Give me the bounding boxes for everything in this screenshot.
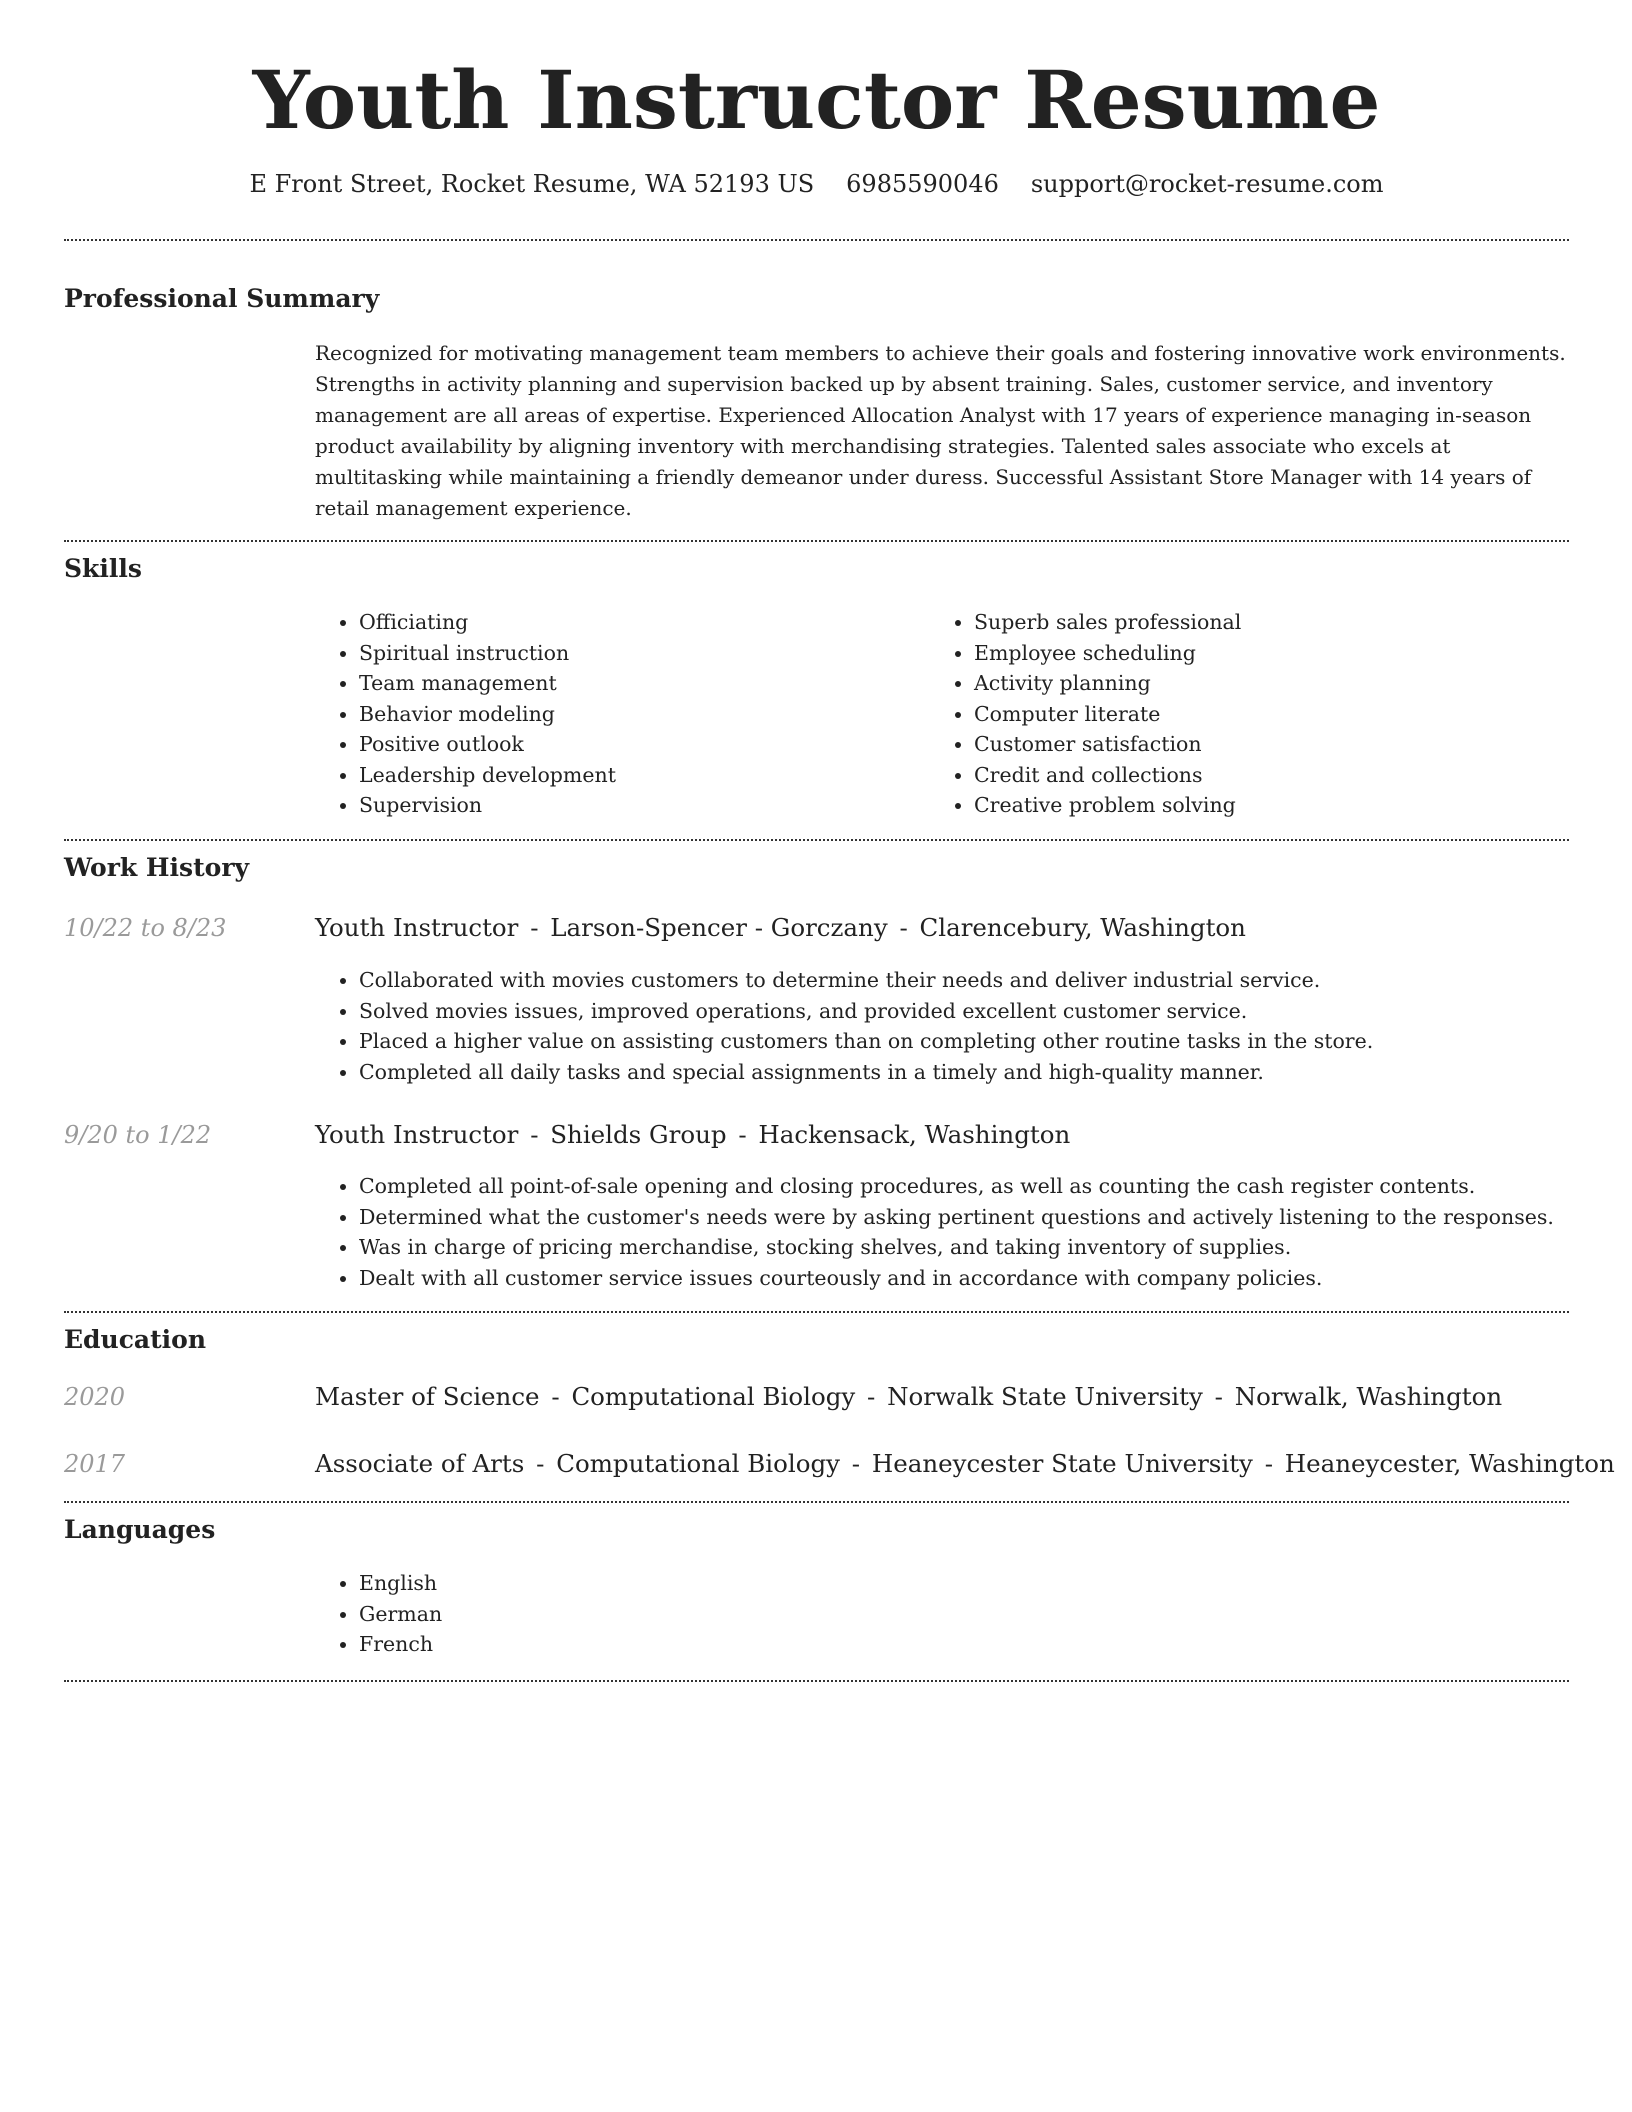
language-item: • French	[359, 1629, 915, 1660]
education-degree: Associate of Arts	[315, 1449, 525, 1478]
separator: -	[1264, 1449, 1273, 1478]
education-year: 2020	[64, 1383, 126, 1411]
job-bullet: • Solved movies issues, improved operations, and provided excellent customer service.	[359, 996, 1569, 1027]
job-dates: 10/22 to 8/23	[64, 914, 227, 942]
job-bullet: • Determined what the customer's needs were by asking pertinent questions and actively listening to the responses.	[359, 1202, 1569, 1233]
job-location: Hackensack, Washington	[758, 1120, 1071, 1149]
language-item: • German	[359, 1599, 915, 1630]
skill-item: • Supervision	[359, 790, 915, 821]
separator: -	[867, 1382, 876, 1411]
separator: -	[530, 1120, 539, 1149]
skill-item: • Computer literate	[974, 699, 1530, 730]
divider	[64, 1680, 1569, 1682]
skills-list-right	[930, 607, 1530, 821]
divider	[64, 540, 1569, 542]
resume-title: Youth Instructor Resume	[252, 53, 1381, 147]
job-bullet: • Completed all point-of-sale opening and closing procedures, as well as counting the cash register contents.	[359, 1171, 1569, 1202]
divider	[64, 1501, 1569, 1503]
job-heading	[315, 911, 1569, 945]
separator: -	[1214, 1382, 1223, 1411]
education-location: Norwalk, Washington	[1234, 1382, 1503, 1411]
job-bullet: • Placed a higher value on assisting customers than on completing other routine tasks in the store.	[359, 1026, 1569, 1057]
language-item: • English	[359, 1568, 915, 1599]
divider	[64, 239, 1569, 241]
education-degree: Master of Science	[315, 1382, 540, 1411]
separator: -	[530, 913, 539, 942]
education-year: 2017	[64, 1450, 126, 1478]
job-company: Larson-Spencer - Gorczany	[550, 913, 888, 942]
contact-phone: 6985590046	[846, 170, 999, 198]
section-heading-summary: Professional Summary	[64, 284, 380, 313]
job-bullet: • Collaborated with movies customers to determine their needs and deliver industrial service.	[359, 965, 1569, 996]
skill-item: • Leadership development	[359, 760, 915, 791]
job-company: Shields Group	[550, 1120, 727, 1149]
job-title: Youth Instructor	[315, 1120, 519, 1149]
job-location: Clarencebury, Washington	[919, 913, 1246, 942]
contact-address: E Front Street, Rocket Resume, WA 52193 US	[249, 170, 815, 198]
skill-item: • Creative problem solving	[974, 790, 1530, 821]
education-school: Heaneycester State University	[871, 1449, 1253, 1478]
education-location: Heaneycester, Washington	[1284, 1449, 1615, 1478]
divider	[64, 839, 1569, 841]
job-dates: 9/20 to 1/22	[64, 1121, 212, 1149]
summary-text: Recognized for motivating management team members to achieve their goals and fostering innovative work environments. Strengths in activity planning and supervision backed up by absent training. Sales, customer service, and inventory management are all areas of expertise. Experienced Allocation Analyst with 17 years of experience managing in-season product availability by aligning inventory with merchandising strategies. Talented sales associate who excels at multitasking while maintaining a friendly demeanor under duress. Successful Assistant Store Manager with 14 years of retail management experience.	[315, 341, 1566, 520]
separator: -	[738, 1120, 747, 1149]
job-bullet: • Completed all daily tasks and special assignments in a timely and high-quality manner.	[359, 1057, 1569, 1088]
job-bullet: • Was in charge of pricing merchandise, stocking shelves, and taking inventory of supplies.	[359, 1232, 1569, 1263]
skill-item: • Customer satisfaction	[974, 729, 1530, 760]
skill-item: • Spiritual instruction	[359, 638, 915, 669]
job-bullets	[315, 1171, 1569, 1293]
section-heading-languages: Languages	[64, 1515, 216, 1544]
contact-line	[64, 168, 1569, 200]
job-bullet: • Dealt with all customer service issues courteously and in accordance with company policies.	[359, 1263, 1569, 1294]
languages-list	[315, 1568, 915, 1660]
job-bullets	[315, 965, 1569, 1087]
section-heading-work: Work History	[64, 853, 250, 882]
skill-item: • Behavior modeling	[359, 699, 915, 730]
separator: -	[536, 1449, 545, 1478]
job-heading	[315, 1118, 1569, 1152]
skill-item: • Employee scheduling	[974, 638, 1530, 669]
education-field: Computational Biology	[556, 1449, 840, 1478]
divider	[64, 1311, 1569, 1313]
education-field: Computational Biology	[571, 1382, 856, 1411]
separator: -	[851, 1449, 861, 1478]
education-heading	[315, 1447, 1615, 1481]
skill-item: • Activity planning	[974, 668, 1530, 699]
resume-page	[64, 0, 1615, 2112]
skill-item: • Superb sales professional	[974, 607, 1530, 638]
skill-item: • Credit and collections	[974, 760, 1530, 791]
separator: -	[899, 913, 908, 942]
job-title: Youth Instructor	[315, 913, 519, 942]
skill-item: • Positive outlook	[359, 729, 915, 760]
education-school: Norwalk State University	[887, 1382, 1203, 1411]
section-heading-skills: Skills	[64, 554, 142, 583]
section-heading-education: Education	[64, 1325, 207, 1354]
education-heading	[315, 1380, 1569, 1414]
contact-email: support@rocket-resume.com	[1030, 170, 1384, 198]
separator: -	[551, 1382, 560, 1411]
skill-item: • Team management	[359, 668, 915, 699]
skills-list-left	[315, 607, 915, 821]
skill-item: • Officiating	[359, 607, 915, 638]
